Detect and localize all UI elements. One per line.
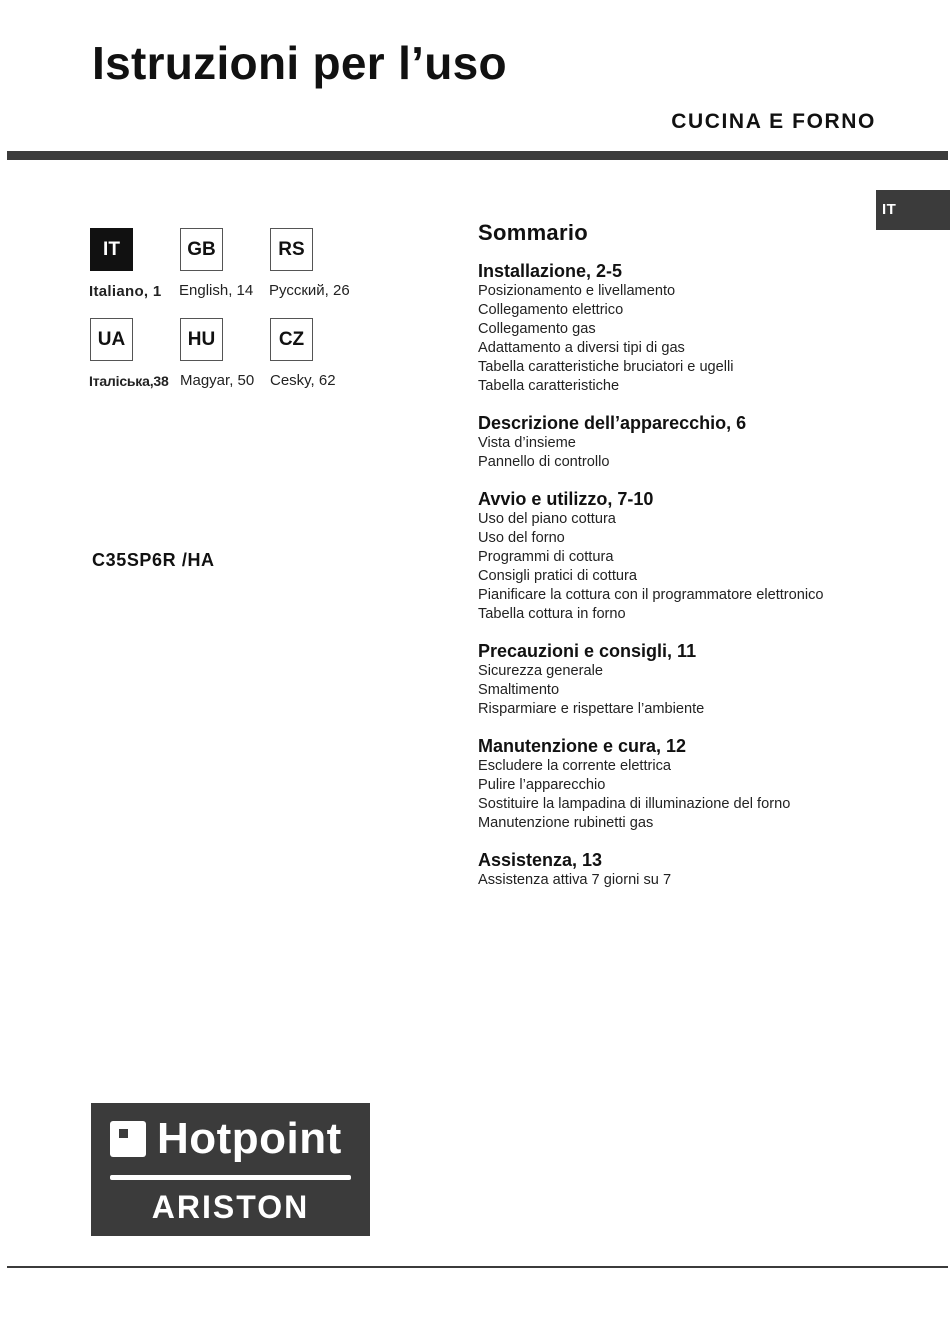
toc-section <box>478 260 878 396</box>
toc-item[interactable]: Collegamento gas <box>478 321 596 337</box>
toc-section-title[interactable]: Precauzioni e consigli, 11 <box>478 641 697 661</box>
top-divider <box>7 151 948 160</box>
logo-divider <box>110 1175 351 1180</box>
toc-item[interactable]: Consigli pratici di cottura <box>478 568 637 584</box>
toc-item[interactable]: Risparmiare e rispettare l’ambiente <box>478 701 705 717</box>
toc-section-title[interactable]: Avvio e utilizzo, 7-10 <box>478 489 654 509</box>
toc-section-title[interactable]: Descrizione dell’apparecchio, 6 <box>478 413 747 433</box>
toc-item[interactable]: Tabella cottura in forno <box>478 606 626 622</box>
lang-box-gb[interactable]: GB <box>180 228 223 271</box>
lang-label-it[interactable]: Italiano, 1 <box>89 283 162 300</box>
lang-box-it[interactable]: IT <box>90 228 133 271</box>
lang-box-cz[interactable]: CZ <box>270 318 313 361</box>
toc-item[interactable]: Adattamento a diversi tipi di gas <box>478 340 685 356</box>
hotpoint-ariston-logo <box>91 1103 370 1236</box>
toc-item[interactable]: Pannello di controllo <box>478 454 610 470</box>
toc-section <box>478 849 878 890</box>
toc-item[interactable]: Uso del forno <box>478 530 565 546</box>
page-title: Istruzioni per l’uso <box>92 37 507 89</box>
toc-item[interactable]: Escludere la corrente elettrica <box>478 758 672 774</box>
page-subtitle: CUCINA E FORNO <box>671 110 876 133</box>
toc-item[interactable]: Posizionamento e livellamento <box>478 283 676 299</box>
bottom-divider <box>7 1266 948 1268</box>
toc-heading: Sommario <box>478 220 588 245</box>
toc-item[interactable]: Sicurezza generale <box>478 663 603 679</box>
toc-section <box>478 488 878 624</box>
toc-sections <box>478 260 878 890</box>
toc-section-title[interactable]: Installazione, 2-5 <box>478 261 623 281</box>
logo-mark-icon <box>110 1121 146 1157</box>
toc-item[interactable]: Sostituire la lampadina di illuminazione del forno <box>478 796 791 812</box>
logo-brand-text: Hotpoint <box>157 1114 342 1163</box>
lang-label-rs[interactable]: Русский, 26 <box>269 282 350 299</box>
lang-box-rs[interactable]: RS <box>270 228 313 271</box>
toc-section <box>478 412 878 472</box>
toc-item[interactable]: Tabella caratteristiche bruciatori e ugelli <box>478 359 734 375</box>
toc-item[interactable]: Assistenza attiva 7 giorni su 7 <box>478 872 672 888</box>
table-of-contents <box>478 220 878 906</box>
model-number: C35SP6R /HA <box>92 550 215 570</box>
logo-sub-text: ARISTON <box>151 1189 310 1225</box>
toc-item[interactable]: Collegamento elettrico <box>478 302 624 318</box>
lang-label-hu[interactable]: Magyar, 50 <box>180 372 255 389</box>
toc-section-title[interactable]: Assistenza, 13 <box>478 850 603 870</box>
toc-section <box>478 640 878 719</box>
toc-item[interactable]: Programmi di cottura <box>478 549 614 565</box>
toc-item[interactable]: Pulire l’apparecchio <box>478 777 606 793</box>
toc-item[interactable]: Uso del piano cottura <box>478 511 616 527</box>
language-side-tab: IT <box>876 190 950 230</box>
toc-section <box>478 735 878 833</box>
toc-item[interactable]: Smaltimento <box>478 682 560 698</box>
lang-label-gb[interactable]: English, 14 <box>179 282 254 299</box>
lang-box-ua[interactable]: UA <box>90 318 133 361</box>
toc-item[interactable]: Tabella caratteristiche <box>478 378 620 394</box>
toc-item[interactable]: Vista d’insieme <box>478 435 576 451</box>
lang-label-cz[interactable]: Cesky, 62 <box>270 372 336 389</box>
toc-section-title[interactable]: Manutenzione e cura, 12 <box>478 736 687 756</box>
toc-item[interactable]: Manutenzione rubinetti gas <box>478 815 654 831</box>
lang-box-hu[interactable]: HU <box>180 318 223 361</box>
toc-item[interactable]: Pianificare la cottura con il programmatore elettronico <box>478 587 824 603</box>
lang-label-ua[interactable]: Італіська,38 <box>89 373 169 389</box>
